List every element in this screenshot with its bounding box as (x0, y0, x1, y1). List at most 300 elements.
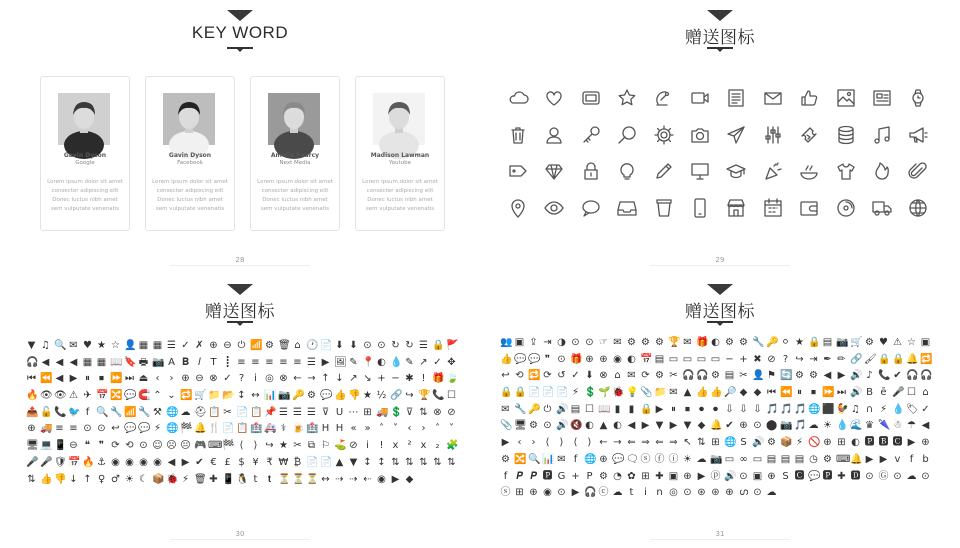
glyph-icon: 📅 (640, 353, 653, 365)
glyph-icon: 👍 (334, 390, 347, 402)
glyph-icon: 💧 (836, 420, 849, 432)
team-card[interactable] (355, 76, 445, 231)
glyph-icon: ▦ (152, 340, 163, 351)
glyph-icon: ↻ (391, 340, 400, 351)
glyph-icon: ▲ (683, 387, 692, 399)
glyph-icon: ◀ (627, 420, 636, 432)
monitor-icon[interactable] (689, 160, 711, 182)
glyph-icon: ⚙ (823, 453, 832, 465)
glyph-icon: 🎤 (40, 456, 53, 468)
glyph-icon: ⏺ (713, 403, 718, 415)
glyph-icon: ◉ (111, 456, 120, 468)
magnifier-icon[interactable] (616, 124, 638, 146)
glyph-icon: ┋ (224, 356, 231, 368)
glyph-icon: 💬 (138, 423, 151, 435)
glyph-icon: ! (421, 373, 426, 385)
member-description: Lorem ipsum dolor sit amet consecter adipiscing elit Donec luctus nibh amet sem vulputate venenatis (257, 179, 333, 212)
glyph-icon: ♥ (879, 337, 888, 348)
solid-icon-grid (500, 337, 945, 504)
glyph-icon: ◉ (125, 456, 134, 468)
wallet-icon[interactable] (798, 197, 820, 219)
glyph-icon: ↘ (363, 373, 372, 385)
glyph-icon: ✿ (627, 470, 636, 482)
team-card[interactable] (145, 76, 235, 231)
sliders-icon[interactable] (762, 124, 784, 146)
glyph-icon: v (894, 453, 901, 465)
glyph-icon: ⓢ (500, 487, 511, 499)
glyph-icon: ⊙ (377, 340, 386, 351)
glyph-icon: ⚙ (307, 390, 316, 402)
glyph-icon: 📤 (26, 406, 39, 418)
glyph-icon: ⊖ (195, 373, 204, 385)
glyph-icon: ⏪ (780, 387, 793, 399)
glyph-icon: ↗ (349, 373, 358, 385)
glyph-icon: ⓕ (654, 453, 665, 465)
glyph-icon: ▶ (391, 473, 400, 485)
glyph-icon: ❞ (98, 440, 105, 452)
glyph-icon: 🐞 (612, 387, 625, 399)
glyph-icon: ⌄ (167, 390, 176, 402)
glyph-icon: ⚙ (725, 337, 734, 348)
glyph-icon: ⊙ (921, 470, 930, 482)
title-underline-tip (237, 49, 243, 52)
glyph-icon: ☐ (585, 403, 594, 415)
glyph-icon: ↩ (111, 423, 120, 435)
tv-icon[interactable] (580, 87, 602, 109)
glyph-icon: ₿ (293, 456, 302, 468)
page-number: 29 (715, 256, 725, 264)
glyph-icon: 📄 (542, 387, 555, 399)
glyph-icon: ⏪ (40, 373, 53, 385)
glyph-icon: ⟳ (111, 440, 120, 452)
glyph-icon: ⊗ (433, 406, 442, 418)
glyph-icon: ⓘ (668, 453, 679, 465)
slide-30 (0, 274, 480, 548)
glyph-icon: 🍺 (292, 423, 305, 435)
glyph-icon: ↩ (501, 370, 510, 382)
team-card[interactable] (250, 76, 340, 231)
glyph-icon: 🅿 (542, 470, 553, 482)
glyph-icon: 🔑 (766, 337, 779, 348)
food-bowl-icon[interactable] (798, 160, 820, 182)
light-bulb-icon[interactable] (616, 160, 638, 182)
glyph-icon: 💲 (584, 387, 597, 399)
glyph-icon: ≡ (265, 356, 274, 368)
glyph-icon: 🏁 (222, 440, 235, 452)
star-icon[interactable] (616, 87, 638, 109)
glyph-icon: ⚙ (641, 337, 650, 348)
glyph-icon: ⚑ (767, 370, 776, 382)
glyph-icon: 🔒 (500, 387, 513, 399)
glyph-icon: ♪ (866, 370, 873, 382)
glyph-icon: ☀ (125, 473, 134, 485)
glyph-icon: 🔖 (124, 356, 137, 368)
glyph-icon: 💬 (808, 470, 821, 482)
glyph-icon: 🔁 (180, 390, 193, 402)
glyph-icon: ✏ (837, 353, 846, 365)
news-icon[interactable] (871, 87, 893, 109)
glyph-icon: 📅 (68, 456, 81, 468)
newspaper-icon[interactable] (725, 87, 747, 109)
party-popper-icon[interactable] (762, 160, 784, 182)
glyph-icon: 🔄 (780, 370, 793, 382)
glyph-icon: 🎁 (696, 337, 709, 348)
glyph-icon: 👁 (54, 390, 67, 402)
glyph-icon: ⇒ (669, 437, 678, 449)
page-number: 30 (235, 530, 245, 538)
database-icon[interactable] (835, 124, 857, 146)
cloud-icon[interactable] (507, 87, 529, 109)
title-underline-tip (717, 323, 723, 326)
glyph-icon: ▦ (96, 356, 107, 368)
glyph-icon: ☹ (166, 440, 177, 452)
speech-bubble-icon[interactable] (580, 197, 602, 219)
glyph-icon: 👎 (348, 390, 361, 402)
glyph-icon: ☆ (111, 340, 120, 351)
glyph-icon: 💧 (390, 356, 403, 368)
glyph-icon: ↕ (237, 390, 246, 402)
megaphone-icon[interactable] (907, 124, 929, 146)
glyph-icon: ₹ (266, 456, 273, 468)
glyph-icon: ◎ (669, 487, 678, 499)
glyph-icon: 💧 (892, 403, 905, 415)
glyph-icon: ☰ (307, 356, 316, 368)
glyph-icon: ✒ (823, 353, 832, 365)
glyph-icon: ⏸ (797, 387, 802, 399)
glyph-icon: 📂 (222, 390, 235, 402)
glyph-icon: ☁ (766, 487, 777, 499)
glyph-icon: ▭ (710, 353, 721, 365)
t-shirt-icon[interactable] (835, 160, 857, 182)
glyph-icon: ⏹ (811, 387, 816, 399)
glyph-icon: ▼ (27, 340, 36, 351)
glyph-icon: 🎵 (794, 403, 807, 415)
glyph-icon: 🌐 (166, 423, 179, 435)
glyph-icon: ⇅ (405, 456, 414, 468)
glyph-icon: ⏻ (237, 340, 246, 351)
glyph-icon: 💲 (390, 406, 403, 418)
glyph-icon: € (210, 456, 217, 468)
glyph-icon: ☁ (612, 487, 623, 499)
glyph-icon: 🐓 (836, 403, 849, 415)
glyph-icon: ↓ (335, 373, 344, 385)
glyph-icon: ◐ (711, 337, 720, 348)
glyph-icon: ⌨ (208, 440, 223, 452)
paperclip-icon[interactable] (907, 160, 929, 182)
eye-icon[interactable] (543, 197, 565, 219)
glyph-icon: ⏻ (543, 403, 552, 415)
glyph-icon: ✔ (725, 420, 734, 432)
glyph-icon: ⊞ (711, 437, 720, 449)
glyph-icon: ✱ (405, 373, 414, 385)
glyph-icon: ♂ (111, 473, 120, 485)
glyph-icon: 🎧 (906, 370, 919, 382)
store-icon[interactable] (725, 197, 747, 219)
glyph-icon: ⚙ (529, 420, 538, 432)
glyph-icon: 📞 (878, 370, 891, 382)
glyph-icon: ⊞ (837, 437, 846, 449)
glyph-icon: ▤ (822, 337, 833, 348)
glyph-icon: ▶ (837, 370, 846, 382)
member-name: Gavin Dyson (63, 152, 107, 159)
smartphone-icon[interactable] (689, 197, 711, 219)
trash-icon[interactable] (507, 124, 529, 146)
glyph-icon: ✉ (613, 337, 622, 348)
mail-icon[interactable] (762, 87, 784, 109)
glyph-icon: ◀ (823, 370, 832, 382)
glyph-icon: ◀ (921, 420, 930, 432)
glyph-icon: ☁ (696, 453, 707, 465)
glyph-icon: 📖 (598, 403, 611, 415)
glyph-icon: ▮ (614, 403, 621, 415)
glyph-icon: ▶ (669, 420, 678, 432)
glyph-icon: ⊕ (529, 487, 538, 499)
map-pin-icon[interactable] (507, 197, 529, 219)
glyph-icon: ✥ (447, 356, 456, 368)
watch-icon[interactable] (907, 87, 929, 109)
glyph-icon: 🐧 (236, 473, 249, 485)
glyph-icon: ⊙ (83, 423, 92, 435)
glyph-icon: i (254, 373, 257, 385)
glyph-icon: ↕ (363, 456, 372, 468)
glyph-icon: ⟩ (587, 437, 592, 449)
glyph-icon: ⌂ (922, 387, 929, 399)
glyph-icon: ♥ (83, 340, 92, 351)
team-cards (40, 76, 450, 231)
glyph-icon: 🚚 (376, 406, 389, 418)
glyph-icon: ⊞ (363, 406, 372, 418)
slide-31 (480, 274, 960, 548)
padlock-icon[interactable] (580, 160, 602, 182)
glyph-icon: ⚙ (501, 453, 510, 465)
glyph-icon: ▼ (655, 420, 664, 432)
glyph-icon: ⟲ (125, 440, 134, 452)
glyph-icon: ↪ (795, 353, 804, 365)
glyph-icon: ☃ (893, 420, 902, 432)
glyph-icon: ✚ (209, 473, 218, 485)
glyph-icon: ▮ (628, 403, 635, 415)
glyph-icon: 🔔 (710, 420, 723, 432)
user-icon[interactable] (543, 124, 565, 146)
glyph-icon: ⊘ (447, 406, 456, 418)
glyph-icon: ⌃ (153, 390, 162, 402)
glyph-icon: ✂ (293, 440, 302, 452)
avatar (163, 93, 215, 145)
picture-icon[interactable] (835, 87, 857, 109)
camera-icon[interactable] (689, 124, 711, 146)
glyph-icon: ✖ (753, 353, 762, 365)
glyph-icon: ⊕ (767, 470, 776, 482)
tag-icon[interactable] (507, 160, 529, 182)
satellite-dish-icon[interactable] (653, 87, 675, 109)
coffee-cup-icon[interactable] (653, 197, 675, 219)
glyph-icon: 📶 (250, 340, 263, 351)
glyph-icon: ˄ (435, 423, 440, 435)
glyph-icon: ⟨ (239, 440, 244, 452)
glyph-icon: ⇩ (725, 403, 734, 415)
glyph-icon: 🔑 (528, 403, 541, 415)
glyph-icon: ▣ (514, 337, 525, 348)
member-role: Facebook (177, 160, 203, 166)
glyph-icon: 🔥 (82, 456, 95, 468)
glyph-icon: 🔔 (850, 453, 863, 465)
calendar-icon[interactable] (762, 197, 784, 219)
graduation-cap-icon[interactable] (725, 160, 747, 182)
glyph-icon: ⏹ (685, 403, 690, 415)
glyph-icon: 🛒 (194, 390, 207, 402)
glyph-icon: ▭ (668, 353, 679, 365)
glyph-icon: ≡ (251, 356, 260, 368)
glyph-icon: ⊕ (823, 437, 832, 449)
glyph-icon: ◐ (851, 437, 860, 449)
glyph-icon: 🗨 (626, 453, 639, 465)
glyph-icon: 🕐 (306, 340, 319, 351)
glyph-icon: ▤ (766, 453, 777, 465)
glyph-icon: 📌 (264, 406, 277, 418)
glyph-icon: ✎ (349, 356, 358, 368)
glyph-icon: ⚪ (781, 337, 790, 348)
disc-icon[interactable] (835, 197, 857, 219)
glyph-icon: ★ (363, 390, 372, 402)
glyph-icon: ? (238, 373, 245, 385)
glyph-icon: 🗑 (194, 473, 207, 485)
glyph-icon: ⇢ (335, 473, 344, 485)
glyph-icon: ⇅ (433, 456, 442, 468)
glyph-icon: ▶ (321, 356, 330, 368)
glyph-icon: 📄 (528, 387, 541, 399)
glyph-icon: ↑ (83, 473, 92, 485)
glyph-icon: ▭ (696, 353, 707, 365)
glyph-icon: 📦 (780, 437, 793, 449)
glyph-icon: 🌐 (584, 453, 597, 465)
glyph-icon: ☁ (180, 406, 191, 418)
glyph-icon: ▤ (794, 453, 805, 465)
glyph-icon: ✓ (433, 356, 442, 368)
member-role: Youtube (389, 160, 411, 166)
glyph-icon: 📶 (124, 406, 137, 418)
glyph-icon: 🎵 (780, 403, 793, 415)
ticket-icon[interactable] (798, 124, 820, 146)
glyph-icon: P (586, 470, 593, 482)
glyph-icon: H (321, 423, 330, 435)
glyph-icon: ⇢ (349, 473, 358, 485)
glyph-icon: 📄 (320, 340, 333, 351)
glyph-icon: ⊙ (753, 420, 762, 432)
glyph-icon: 📊 (264, 390, 277, 402)
glyph-icon: ⊙ (543, 420, 552, 432)
glyph-icon: 💻 (40, 440, 53, 452)
glyph-icon: ♛ (865, 420, 874, 432)
glyph-icon: ▣ (668, 470, 679, 482)
glyph-icon: ⟳ (543, 370, 552, 382)
key-icon[interactable] (580, 124, 602, 146)
team-card[interactable] (40, 76, 130, 231)
glyph-icon: 🏆 (418, 390, 431, 402)
heart-icon[interactable] (543, 87, 565, 109)
glyph-icon: 👍 (40, 473, 53, 485)
glyph-icon: ☰ (293, 406, 302, 418)
glyph-icon: t (629, 487, 634, 499)
glyph-icon: ☐ (447, 390, 456, 402)
glyph-icon: ⚙ (265, 340, 274, 351)
glyph-icon: ⏩ (822, 387, 835, 399)
glyph-icon: ‹ (517, 437, 522, 449)
glyph-icon: 👥 (500, 337, 513, 348)
glyph-icon: ✂ (739, 370, 748, 382)
thumbs-up-icon[interactable] (798, 87, 820, 109)
glyph-icon: ▶ (181, 456, 190, 468)
glyph-icon: ✚ (655, 470, 664, 482)
gear-icon[interactable] (653, 124, 675, 146)
glyph-icon: 🔍 (528, 453, 541, 465)
glyph-icon: ⟲ (515, 370, 524, 382)
glyph-icon: S (740, 437, 747, 449)
glyph-icon: ⚕ (280, 423, 287, 435)
glyph-icon: 💬 (320, 390, 333, 402)
glyph-icon: S (782, 470, 789, 482)
truck-icon[interactable] (871, 197, 893, 219)
pencil-icon[interactable] (653, 160, 675, 182)
glyph-icon: 🔍 (54, 340, 67, 351)
glyph-icon: ⇒ (641, 437, 650, 449)
glyph-icon: ⏮ (767, 387, 776, 399)
glyph-icon: 🔥 (26, 390, 39, 402)
video-camera-icon[interactable] (689, 87, 711, 109)
glyph-icon: ½ (376, 390, 387, 402)
glyph-icon: ← (293, 373, 302, 385)
glyph-icon: 🌂 (878, 420, 891, 432)
glyph-icon: ⊕ (599, 353, 608, 365)
glyph-icon: 😐 (180, 440, 191, 452)
glyph-icon: ▦ (82, 356, 93, 368)
glyph-icon: 🔊 (850, 370, 863, 382)
glyph-icon: ★ (97, 340, 106, 351)
glyph-icon: 📊 (542, 453, 555, 465)
title-underline-tip (717, 49, 723, 52)
glyph-icon: 🎧 (682, 370, 695, 382)
glyph-icon: ▼ (683, 420, 692, 432)
fire-icon[interactable] (871, 160, 893, 182)
slide-title: 赠送图标 (685, 302, 755, 321)
music-note-icon[interactable] (871, 124, 893, 146)
glyph-icon: ☁ (906, 470, 917, 482)
glyph-icon: 💬 (124, 390, 137, 402)
glyph-icon: f (909, 453, 914, 465)
glyph-icon: 🌱 (598, 387, 611, 399)
paper-plane-icon[interactable] (725, 124, 747, 146)
glyph-icon: ⊙ (557, 353, 566, 365)
member-role: Next Media (279, 160, 311, 166)
globe-icon[interactable] (907, 197, 929, 219)
glyph-icon: 🖼 (334, 356, 347, 368)
glyph-icon: ⊕ (683, 470, 692, 482)
diamond-icon[interactable] (543, 160, 565, 182)
glyph-icon: ✚ (837, 470, 846, 482)
glyph-icon: ≡ (69, 423, 78, 435)
glyph-icon: ◷ (809, 453, 818, 465)
inbox-icon[interactable] (616, 197, 638, 219)
glyph-icon: ▼ (349, 456, 358, 468)
glyph-icon: 🎁 (570, 353, 583, 365)
glyph-icon: ⊕ (181, 373, 190, 385)
glyph-icon: 🌐 (166, 406, 179, 418)
title-marker (707, 284, 733, 295)
glyph-icon: ◉ (543, 487, 552, 499)
font-icon-grid (26, 340, 466, 490)
glyph-icon: ▶ (879, 453, 888, 465)
glyph-icon: ⊛ (711, 487, 720, 499)
glyph-icon: ▭ (682, 353, 693, 365)
